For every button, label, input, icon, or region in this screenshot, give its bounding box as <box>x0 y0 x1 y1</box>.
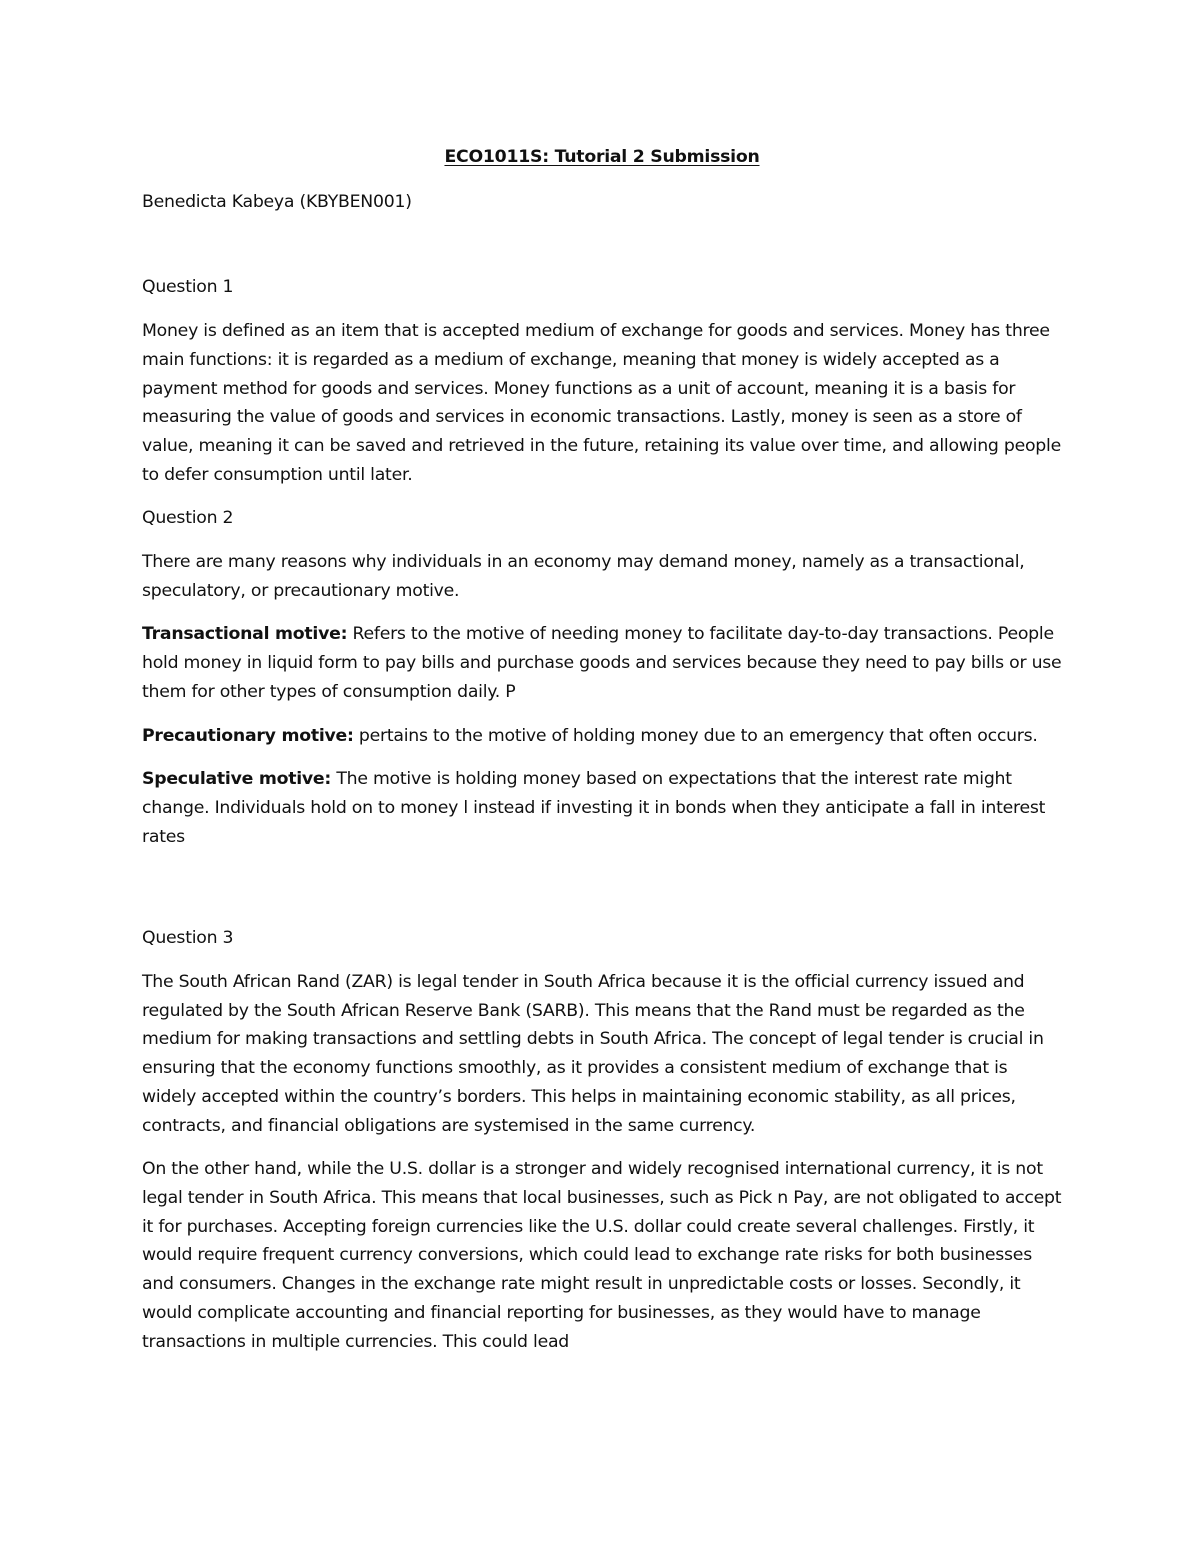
question-1-answer: Money is defined as an item that is accepted medium of exchange for goods and services. Money has three main functions: it is regarded as a medium of exchange, meaning that money is widely accepted as a payment method for goods and services. Money functions as a unit of account, meaning it is a basis for measuring the value of goods and services in economic transactions. Lastly, money is seen as a store of value, meaning it can be saved and retrieved in the future, retaining its value over time, and allowing people to defer consumption until later. <box>142 321 1061 485</box>
question-2-intro: There are many reasons why individuals in an economy may demand money, namely as a transactional, speculatory, or precautionary motive. <box>142 552 1025 601</box>
speculative-motive-label: Speculative motive: <box>142 769 332 790</box>
precautionary-motive-paragraph <box>142 722 1062 751</box>
document-body <box>142 143 1062 1371</box>
precautionary-motive-label: Precautionary motive: <box>142 725 354 746</box>
transactional-motive-label: Transactional motive: <box>142 624 348 645</box>
question-1-heading: Question 1 <box>142 277 234 298</box>
speculative-motive-text: The motive is holding money based on expectations that the interest rate might change. Individuals hold on to money l instead if investing it in bonds when they anticipate a fall in interest rates <box>142 769 1046 847</box>
question-3-heading: Question 3 <box>142 928 234 949</box>
author-line: Benedicta Kabeya (KBYBEN001) <box>142 191 412 212</box>
transactional-motive-text: Refers to the motive of needing money to facilitate day-to-day transactions. People hold money in liquid form to pay bills and purchase goods and services because they need to pay bills or use them for other types of consumption daily. P <box>142 624 1062 702</box>
precautionary-motive-text: pertains to the motive of holding money due to an emergency that often occurs. <box>353 725 1038 746</box>
document-title: ECO1011S: Tutorial 2 Submission <box>444 147 760 167</box>
transactional-motive-paragraph <box>142 620 1062 706</box>
question-2-heading: Question 2 <box>142 508 234 529</box>
blank-line-spacer <box>142 866 1062 924</box>
question-3-paragraph-2: On the other hand, while the U.S. dollar is a stronger and widely recognised international currency, it is not legal tender in South Africa. This means that local businesses, such as Pick n Pay, are not obligated to accept it for purchases. Accepting foreign currencies like the U.S. dollar could create several challenges. Firstly, it would require frequent currency conversions, which could lead to exchange rate risks for both businesses and consumers. Changes in the exchange rate might result in unpredictable costs or losses. Secondly, it would complicate accounting and financial reporting for businesses, as they would have to manage transactions in multiple currencies. This could lead <box>142 1159 1062 1352</box>
question-3-paragraph-1: The South African Rand (ZAR) is legal tender in South Africa because it is the official currency issued and regulated by the South African Reserve Bank (SARB). This means that the Rand must be regarded as the medium for making transactions and settling debts in South Africa. The concept of legal tender is crucial in ensuring that the economy functions smoothly, as it provides a consistent medium of exchange that is widely accepted within the country’s borders. This helps in maintaining economic stability, as all prices, contracts, and financial obligations are systemised in the same currency. <box>142 972 1044 1136</box>
speculative-motive-paragraph <box>142 765 1062 851</box>
